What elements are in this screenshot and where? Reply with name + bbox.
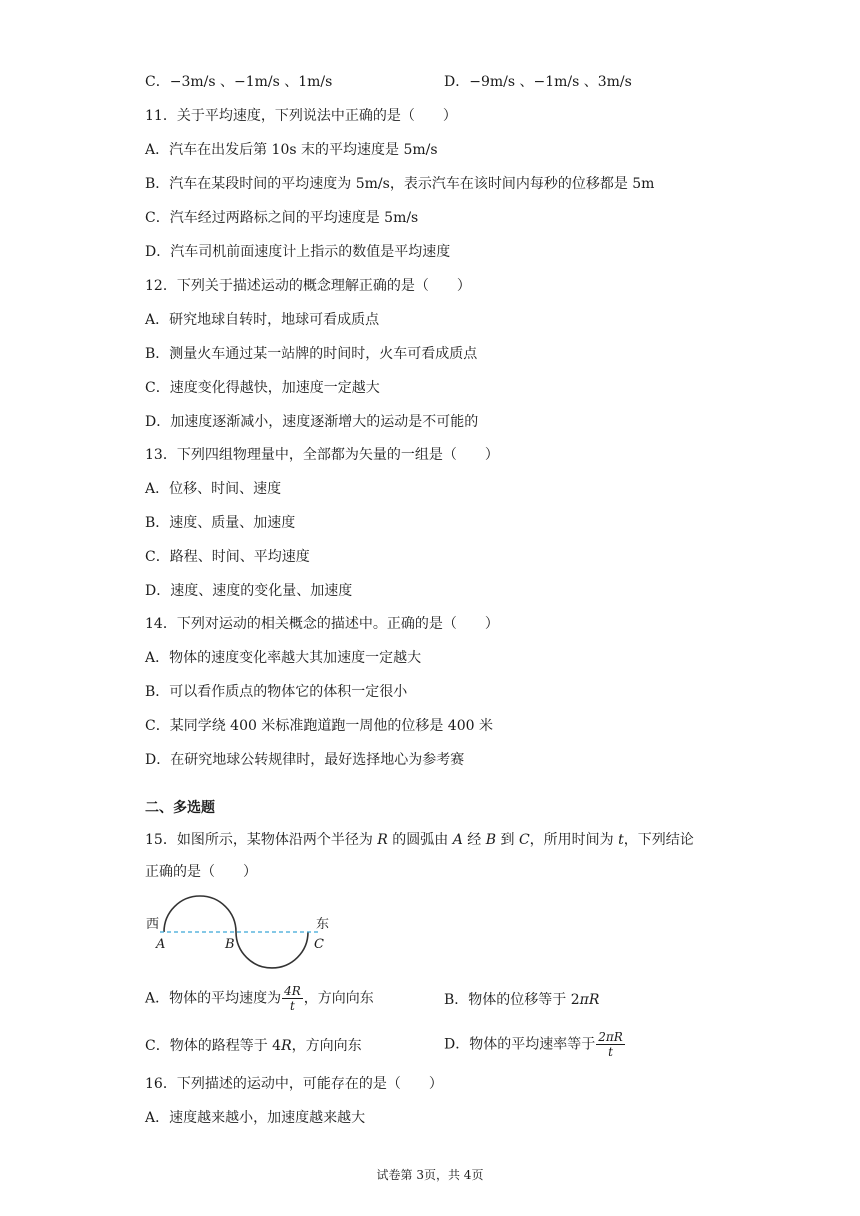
arc-figure	[140, 888, 340, 974]
fraction-numerator: 2πR	[598, 1030, 623, 1044]
var-b: B	[485, 832, 497, 848]
q15-option-a-text: A．物体的平均速度为	[145, 990, 282, 1007]
q15-stem-part: 到	[496, 832, 519, 848]
q15-stem-part: 15．如图所示，某物体沿两个半径为	[145, 832, 378, 848]
q12-option-a: A．研究地球自转时，地球可看成质点	[145, 312, 380, 328]
var-t: t	[618, 832, 624, 848]
q10-option-d: D．−9m/s 、−1m/s 、3m/s	[444, 74, 632, 90]
q16-option-a: A．速度越来越小，加速度越来越大	[145, 1110, 366, 1126]
fraction-2pir-over-t	[596, 1030, 625, 1059]
q15-stem-part: 的圆弧由	[387, 832, 453, 848]
q14-option-c: C．某同学绕 400 米标准跑道跑一周他的位移是 400 米	[145, 718, 493, 734]
q15-option-b-text: B．物体的位移等于 2	[444, 992, 580, 1008]
fraction-4r-over-t	[282, 984, 303, 1013]
q15-stem-part: ，下列结论	[623, 832, 694, 848]
east-label: 东	[316, 917, 330, 932]
q15-stem-part: ，所用时间为	[529, 832, 619, 848]
q13-option-a: A．位移、时间、速度	[145, 481, 282, 497]
q12-option-c: C．速度变化得越快，加速度一定越大	[145, 380, 380, 396]
q13-option-d: D．速度、速度的变化量、加速度	[145, 583, 353, 599]
var-pi: π	[579, 992, 589, 1008]
q11-option-d: D．汽车司机前面速度计上指示的数值是平均速度	[145, 244, 451, 260]
west-label: 西	[146, 917, 160, 932]
var-a: A	[452, 832, 463, 848]
q15-option-a	[145, 984, 374, 1013]
page-footer: 试卷第 3页，共 4页	[376, 1168, 484, 1182]
q15-stem-line2: 正确的是（ ）	[145, 864, 257, 880]
upper-arc	[164, 896, 236, 932]
q10-option-c: C．−3m/s 、−1m/s 、1m/s	[145, 74, 333, 90]
q15-option-a-direction: ，方向向东	[303, 990, 374, 1007]
point-a-label: A	[156, 937, 166, 952]
q11-option-c: C．汽车经过两路标之间的平均速度是 5m/s	[145, 210, 419, 226]
q15-option-c-text: C．物体的路程等于 4	[145, 1038, 282, 1054]
var-r: R	[377, 832, 388, 848]
q11-option-b: B．汽车在某段时间的平均速度为 5m/s，表示汽车在该时间内每秒的位移都是 5m	[145, 176, 655, 192]
q15-option-c	[145, 1036, 362, 1056]
q16-stem: 16．下列描述的运动中，可能存在的是（ ）	[145, 1076, 443, 1092]
q12-option-d: D．加速度逐渐减小，速度逐渐增大的运动是不可能的	[145, 414, 479, 430]
var-r: R	[281, 1038, 292, 1054]
q15-option-c-direction: ，方向向东	[291, 1038, 362, 1054]
q13-stem: 13．下列四组物理量中，全部都为矢量的一组是（ ）	[145, 447, 499, 463]
q15-option-b	[444, 990, 599, 1010]
q13-option-b: B．速度、质量、加速度	[145, 515, 296, 531]
q15-stem	[145, 830, 694, 850]
q14-option-a: A．物体的速度变化率越大其加速度一定越大	[145, 650, 422, 666]
fraction-denominator: t	[290, 999, 295, 1013]
q14-stem: 14．下列对运动的相关概念的描述中。正确的是（ ）	[145, 616, 499, 632]
q15-option-d-text: D．物体的平均速率等于	[444, 1036, 596, 1053]
q14-option-b: B．可以看作质点的物体它的体积一定很小	[145, 684, 408, 700]
var-c: C	[518, 832, 530, 848]
q11-stem: 11．关于平均速度，下列说法中正确的是（ ）	[145, 108, 457, 124]
fraction-denominator: t	[608, 1045, 613, 1059]
q12-option-b: B．测量火车通过某一站牌的时间时，火车可看成质点	[145, 346, 478, 362]
q11-option-a: A．汽车在出发后第 10s 末的平均速度是 5m/s	[145, 142, 438, 158]
q15-stem-part: 经	[462, 832, 486, 848]
q15-option-d	[444, 1030, 626, 1059]
q14-option-d: D．在研究地球公转规律时，最好选择地心为参考赛	[145, 752, 465, 768]
point-b-label: B	[225, 937, 235, 952]
var-r: R	[588, 992, 600, 1008]
q12-stem: 12．下列关于描述运动的概念理解正确的是（ ）	[145, 278, 471, 294]
lower-arc	[236, 932, 308, 968]
section-title: 二、多选题	[145, 800, 215, 816]
point-c-label: C	[314, 937, 324, 952]
fraction-numerator: 4R	[284, 984, 301, 998]
q13-option-c: C．路程、时间、平均速度	[145, 549, 310, 565]
